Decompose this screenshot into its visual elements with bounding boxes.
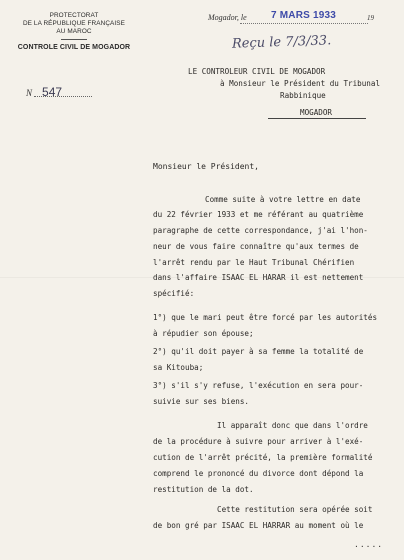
- body-line: 3°) s'il s'y refuse, l'exécution en sera pour-: [153, 381, 364, 390]
- body-line: à répudier son épouse;: [153, 329, 254, 338]
- body-line: 2°) qu'il doit payer à sa femme la totalité de: [153, 347, 364, 356]
- body-line: paragraphe de cette correspondance, j'ai l'hon-: [153, 226, 368, 235]
- body-line: Cette restitution sera opérée soit: [217, 505, 373, 514]
- body-line: neur de vous faire connaître qu'aux termes de: [153, 242, 359, 251]
- body-line: sa Kitouba;: [153, 363, 204, 372]
- date-stamp: 7 MARS 1933: [271, 10, 337, 21]
- reference-number-value: 547: [42, 85, 63, 99]
- letterhead-line-2: DE LA RÉPUBLIQUE FRANÇAISE: [22, 20, 126, 27]
- address-to-line-2: Rabbinique: [280, 91, 326, 100]
- dateline-prefix: Mogador, le: [208, 13, 247, 22]
- body-line: suivie sur ses biens.: [153, 397, 250, 406]
- body-line: 1°) que le mari peut être forcé par les autorités: [153, 313, 378, 322]
- address-from: LE CONTROLEUR CIVIL DE MOGADOR: [188, 67, 326, 76]
- body-line: dans l'affaire ISAAC EL HARAR il est nettement: [153, 273, 364, 282]
- letterhead-line-3: AU MAROC: [56, 28, 92, 35]
- body-line: de bon gré par ISAAC EL HARRAR au moment où le: [153, 521, 364, 530]
- body-line: spécifié:: [153, 289, 195, 298]
- letterhead-line-1: PROTECTORAT: [49, 12, 99, 19]
- address-to-line-3: MOGADOR: [300, 108, 333, 117]
- salutation: Monsieur le Président,: [153, 162, 259, 171]
- body-line: Il apparaît donc que dans l'ordre: [217, 421, 368, 430]
- body-line: du 22 février 1933 et me référant au quatrième: [153, 210, 364, 219]
- address-to-line-1: à Monsieur le Président du Tribunal: [220, 79, 381, 88]
- continuation-dots: .....: [354, 540, 384, 549]
- dateline-suffix: 19: [367, 14, 374, 22]
- letterhead-office: CONTROLE CIVIL DE MOGADOR: [17, 44, 131, 51]
- body-line: cution de l'arrêt précité, la première formalité: [153, 453, 373, 462]
- body-line: Comme suite à votre lettre en date: [205, 195, 361, 204]
- handwritten-receipt-note: Reçu le 7/3/33.: [231, 33, 332, 52]
- reference-number-label: N: [26, 88, 33, 98]
- body-line: restitution de la dot.: [153, 485, 254, 494]
- body-line: l'arrêt rendu par le Haut Tribunal Chérifien: [153, 258, 355, 267]
- body-line: comprend le prononcé du divorce dont dépond la: [153, 469, 364, 478]
- body-line: de la procédure à suivre pour arriver à l'exé-: [153, 437, 364, 446]
